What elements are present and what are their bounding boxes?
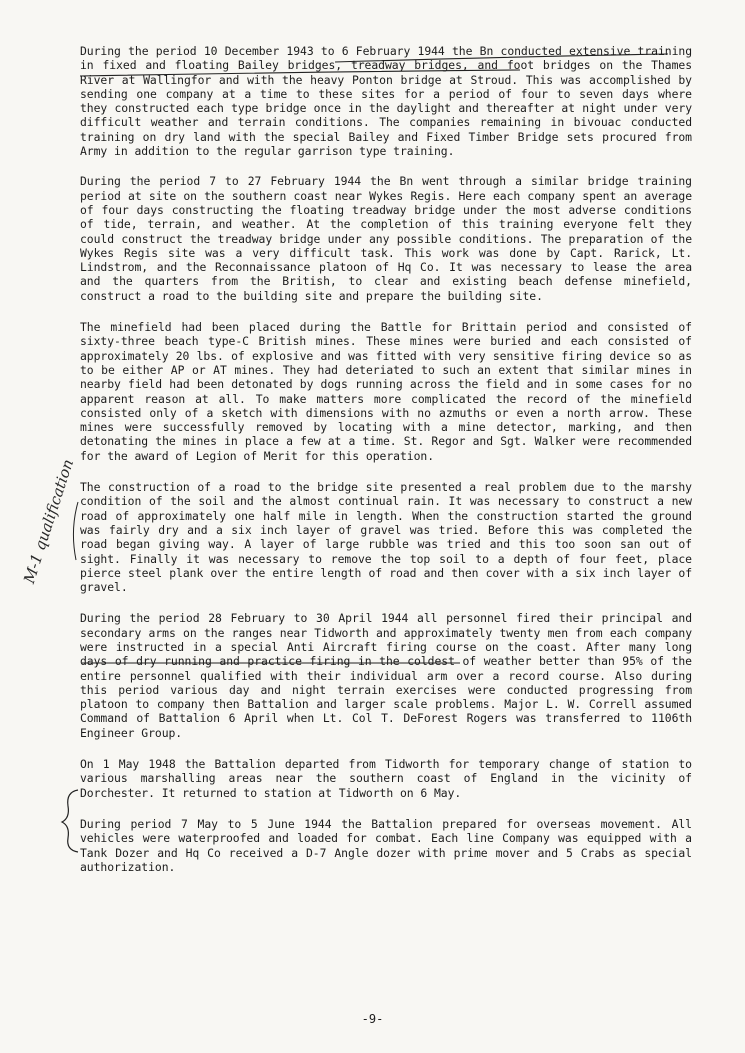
paragraph-wykes-regis: During the period 7 to 27 February 1944 the Bn went through a similar bridge training period at site on the southern coast near Wykes Regis. Here each company spent an average of four days constructing the floating treadway bridge under the most adverse conditions of tide, terrain, and weather. At the completion of this training everyone felt they could construct the treadway bridge under any possible conditions. The preparation of the Wykes Regis site was a very difficult task. This work was done by Capt. Rarick, Lt. Lindstrom, and the Reconnaissance platoon of Hq Co. It was necessary to lease the area and the quarters from the British, to clear and existing beach defense minefield, construct a road to the building site and prepare the building site. [80,174,692,303]
paragraph-road-construction: The construction of a road to the bridge site presented a real problem due to the marshy condition of the soil and the almost continual rain. It was necessary to construct a new road of approximately one half mile in length. When the construction started the ground was fairly dry and a six inch layer of gravel was tried. Before this was completed the road began giving way. A layer of large rubble was tried and this too soon san out of sight. Finally it was necessary to remove the top soil to a depth of four feet, place pierce steel plank over the entire length of road and then cover with a six inch layer of gravel. [80,480,692,595]
paragraph-firing-ranges: During the period 28 February to 30 April 1944 all personnel fired their principal and secondary arms on the ranges near Tidworth and approximately twenty men from each company were instructed in a special Anti Aircraft firing course on the coast. After many long days of dry running and practice firing in the coldest of weather better than 95% of the entire personnel qualified with their individual arm over a record course. Also during this period various day and night terrain exercises were conducted progressing from platoon to company then Battalion and larger scale problems. Major L. W. Correll assumed Command of Battalion 6 April when Lt. Col T. DeForest Rogers was transferred to 1106th Engineer Group. [80,611,692,740]
page-number: -9- [361,1012,384,1026]
brace-mark [62,790,78,852]
document-body [80,44,692,891]
paragraph-overseas-prep: During period 7 May to 5 June 1944 the Battalion prepared for overseas movement. All vehicles were waterproofed and loaded for combat. Each line Company was equipped with a Tank Dozer and Hq Co received a D-7 Angle dozer with prime mover and 5 Crabs as special authorization. [80,816,692,874]
paragraph-bridge-training: During the period 10 December 1943 to 6 February 1944 the Bn conducted extensive training in fixed and floating Bailey bridges, treadway bridges, and foot bridges on the Thames River at Wallingfor and with the heavy Ponton bridge at Stroud. This was accomplished by sending one company at a time to these sites for a period of four to seven days where they constructed each type bridge once in the daylight and thereafter at night under very difficult weather and terrain conditions. The companies remaining in bivouac conducted training on dry land with the special Bailey and Fixed Timber Bridge sets procured from Army in addition to the regular garrison type training. [80,44,692,159]
handwritten-margin-note: M-1 qualification [20,456,78,586]
paragraph-marshalling: On 1 May 1948 the Battalion departed from Tidworth for temporary change of station to various marshalling areas near the southern coast of England in the vicinity of Dorchester. It returned to station at Tidworth on 6 May. [80,757,692,800]
paragraph-minefield: The minefield had been placed during the Battle for Brittain period and consisted of sixty-three beach type-C British mines. These mines were buried and each consisted of approximately 20 lbs. of explosive and was fitted with very sensitive firing device so as to be either AP or AT mines. They had deteriated to such an extent that similar mines in nearby field had been detonated by dogs running across the field and in some cases for no apparent reason at all. To make matters more complicated the record of the minefield consisted only of a sketch with dimensions with no azmuths or even a north arrow. These mines were successfully removed by locating with a mine detector, marking, and then detonating the mines in place a few at a time. St. Regor and Sgt. Walker were recommended for the award of Legion of Merit for this operation. [80,320,692,463]
bracket-mark [73,502,78,560]
